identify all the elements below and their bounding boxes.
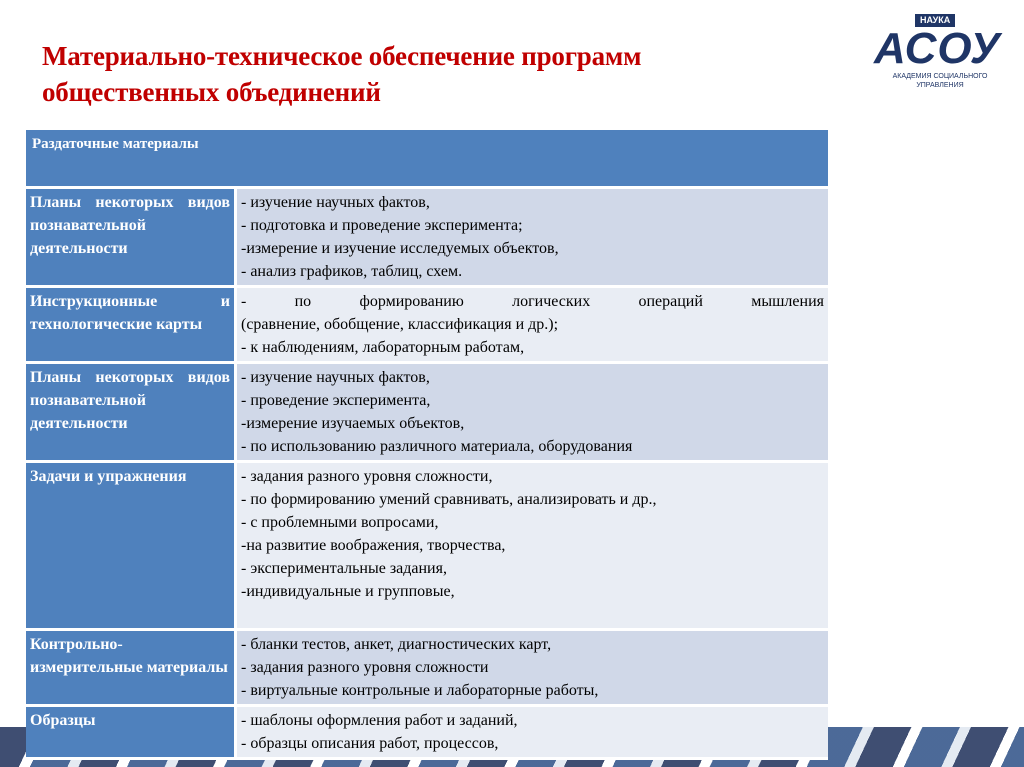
logo-subtitle: [880, 72, 1000, 90]
row-item: -на развитие воображения, творчества,: [241, 537, 506, 554]
row-item: - подготовка и проведение эксперимента;: [241, 217, 523, 234]
row-item: - с проблемными вопросами,: [241, 514, 439, 531]
row-label: Инструкционные и технологические карты: [26, 288, 237, 364]
row-label: Планы некоторых видов познавательной деятельности: [26, 364, 237, 463]
page-title-line-2: общественных объединений: [42, 77, 381, 107]
row-item: -измерение и изучение исследуемых объектов,: [241, 240, 559, 257]
row-item: - образцы описания работ, процессов,: [241, 735, 499, 752]
row-item: -индивидуальные и групповые,: [241, 583, 455, 600]
row-content: [237, 189, 828, 288]
row-item: - задания разного уровня сложности: [241, 659, 489, 676]
page-title-line-1: Материально-техническое обеспечение программ: [42, 41, 642, 71]
row-item: -измерение изучаемых объектов,: [241, 415, 465, 432]
row-item: - изучение научных фактов,: [241, 369, 430, 386]
logo-badge: НАУКА: [915, 14, 955, 27]
table-header-cell: Раздаточные материалы: [26, 130, 828, 189]
row-item: - проведение эксперимента,: [241, 392, 431, 409]
table-row: [26, 288, 828, 364]
row-content: [237, 288, 828, 364]
row-item: - по использованию различного материала, оборудования: [241, 438, 633, 455]
row-label: Образцы: [26, 707, 237, 760]
row-content: [237, 364, 828, 463]
table-row: [26, 707, 828, 760]
table-row: [26, 364, 828, 463]
row-content: [237, 631, 828, 707]
row-item: - по формированию умений сравнивать, анализировать и др.,: [241, 491, 657, 508]
row-item: - по формированию логических операций мышления: [241, 293, 824, 310]
logo-subtitle-line-2: УПРАВЛЕНИЯ: [916, 82, 964, 89]
row-item: - виртуальные контрольные и лабораторные работы,: [241, 682, 599, 699]
row-item: - анализ графиков, таблиц, схем.: [241, 263, 463, 280]
row-item: - задания разного уровня сложности,: [241, 468, 493, 485]
row-label: Планы некоторых видов познавательной деятельности: [26, 189, 237, 288]
materials-table: [26, 130, 828, 760]
table-header-row: [26, 130, 828, 189]
table-row: [26, 463, 828, 631]
table-row: [26, 631, 828, 707]
row-label: Контрольно-измерительные материалы: [26, 631, 237, 707]
table-row: [26, 189, 828, 288]
row-item: - к наблюдениям, лабораторным работам,: [241, 339, 525, 356]
row-label: Задачи и упражнения: [26, 463, 237, 631]
row-spacer: [241, 603, 824, 626]
materials-table-wrapper: [26, 130, 828, 760]
asou-logo: [870, 14, 1000, 100]
row-content: [237, 463, 828, 631]
page-title: [42, 38, 762, 110]
row-item: - шаблоны оформления работ и заданий,: [241, 712, 518, 729]
row-item: - изучение научных фактов,: [241, 194, 430, 211]
row-item: - бланки тестов, анкет, диагностических карт,: [241, 636, 552, 653]
row-item: - экспериментальные задания,: [241, 560, 447, 577]
row-item: (сравнение, обобщение, классификация и др.);: [241, 316, 559, 333]
row-content: [237, 707, 828, 760]
logo-subtitle-line-1: АКАДЕМИЯ СОЦИАЛЬНОГО: [892, 73, 988, 80]
logo-wordmark: АСОУ: [874, 24, 1001, 73]
